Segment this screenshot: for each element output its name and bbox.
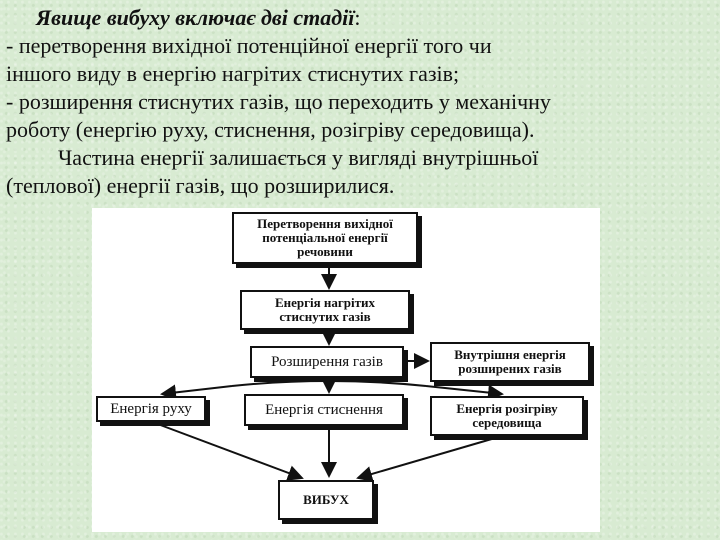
- text-block: [6, 4, 712, 200]
- arrow-to-motion: [162, 386, 232, 394]
- box-hot-gas-energy: Енергія нагрітих стиснутих газів: [240, 290, 410, 330]
- paragraph-line: Частина енергії залишається у вигляді внутрішньої: [58, 145, 539, 170]
- paragraph-line: - перетворення вихідної потенційної енергії того чи: [6, 33, 492, 58]
- arrow-to-heating: [426, 386, 502, 394]
- box-gas-expansion: Розширення газів: [250, 346, 404, 378]
- arrow-heating-explosion: [358, 436, 502, 478]
- title-colon: :: [354, 5, 361, 30]
- paragraph-line: іншого виду в енергію нагрітих стиснутих газів;: [6, 61, 460, 86]
- paragraph-line: роботу (енергію руху, стиснення, розігріву середовища).: [6, 117, 535, 142]
- arrow-motion-explosion: [147, 420, 302, 478]
- paragraph-line: (теплової) енергії газів, що розширилися.: [6, 173, 395, 198]
- title-line: [6, 4, 712, 32]
- box-internal-energy: Внутрішня енергія розширених газів: [430, 342, 590, 382]
- paragraph-line: - розширення стиснутих газів, що переходить у механічну: [6, 89, 551, 114]
- box-motion-energy: Енергія руху: [96, 396, 206, 422]
- box-potential-energy: Перетворення вихідної потенціальної енергії речовини: [232, 212, 418, 264]
- title: Явище вибуху включає дві стадії: [36, 5, 355, 30]
- box-compression-energy: Енергія стиснення: [244, 394, 404, 426]
- flow-diagram: [92, 208, 600, 532]
- box-heating-energy: Енергія розігріву середовища: [430, 396, 584, 436]
- box-explosion: ВИБУХ: [278, 480, 374, 520]
